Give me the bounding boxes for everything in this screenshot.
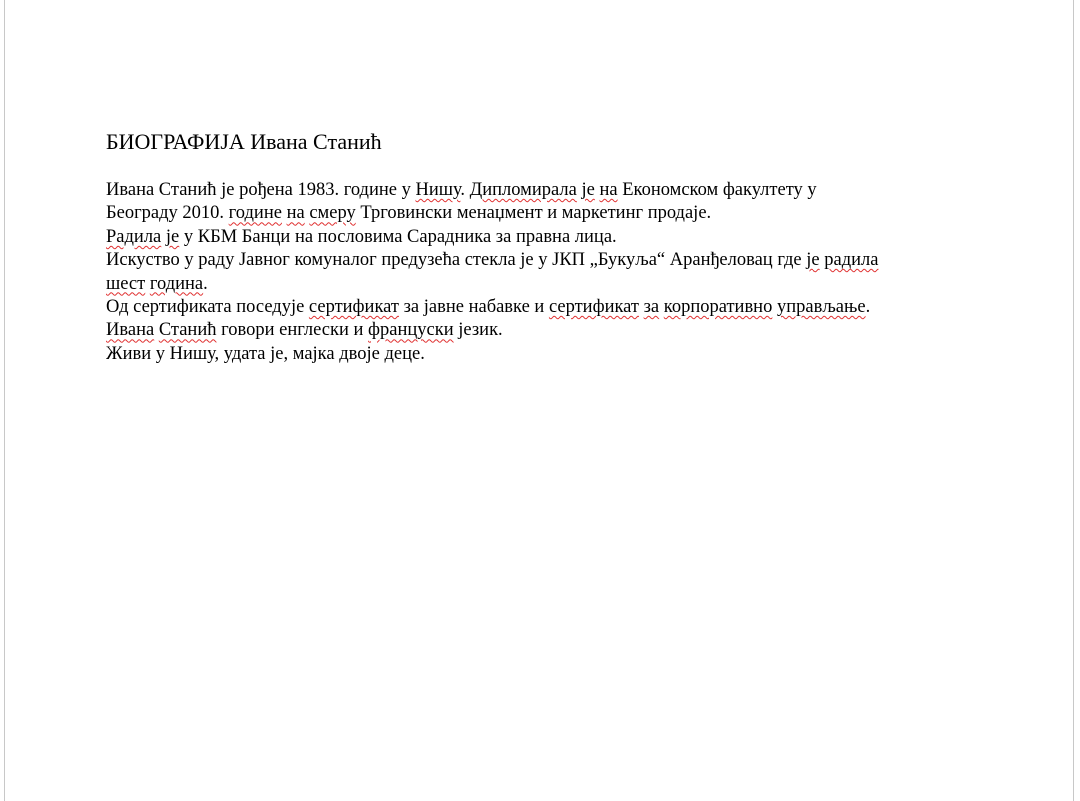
page-right-edge — [1073, 0, 1074, 801]
spellcheck-flagged-word: за — [643, 297, 660, 318]
text-segment: Од сертификата поседује — [106, 297, 309, 318]
text-segment: за јавне набавке и — [398, 297, 549, 318]
spellcheck-flagged-word: је — [581, 180, 595, 200]
text-line — [106, 202, 1006, 225]
text-segment: . — [203, 273, 208, 294]
text-line — [106, 319, 1006, 342]
text-segment: Искуство у раду Јавног комуналог предузећа стекла је у ЈКП „Букуља“ Аранђеловац где — [106, 250, 807, 271]
text-segment: Трговински менаџмент и маркетинг продаје. — [355, 203, 712, 224]
spellcheck-flagged-word: Нишу — [415, 180, 461, 200]
spellcheck-flagged-word: Дипломирала — [469, 180, 577, 200]
text-segment: Економском факултету у — [617, 180, 817, 200]
text-line — [106, 343, 1006, 366]
spellcheck-flagged-word: радила — [824, 250, 879, 271]
text-segment: Београду 2010. — [106, 203, 229, 224]
spellcheck-flagged-word: смеру — [309, 203, 356, 224]
text-segment: у КБМ Банци на пословима Сарадника за правна лица. — [179, 226, 617, 247]
spellcheck-flagged-word: године — [228, 203, 282, 224]
spellcheck-flagged-word: француски — [368, 320, 454, 341]
document-paragraph — [106, 179, 1006, 366]
text-line — [106, 273, 1006, 296]
text-segment: Ивана Станић је рођена 1983. године у — [106, 180, 416, 200]
text-segment: говори енглески и — [216, 320, 369, 341]
text-segment: језик. — [453, 320, 503, 341]
page-left-edge — [4, 0, 5, 801]
text-line — [106, 296, 1006, 319]
spellcheck-flagged-word: на — [599, 180, 618, 200]
spellcheck-flagged-word: Ивана — [106, 320, 155, 341]
spellcheck-flagged-word: је — [806, 250, 820, 271]
text-line — [106, 249, 1006, 272]
spellcheck-flagged-word: сертификат — [308, 297, 399, 318]
spellcheck-flagged-word: шест — [106, 273, 146, 294]
document-title: БИОГРАФИЈА Ивана Станић — [106, 129, 382, 154]
spellcheck-flagged-word: корпоративно — [663, 297, 773, 318]
spellcheck-flagged-word: Станић — [158, 320, 217, 341]
text-segment: . — [460, 180, 470, 200]
text-segment: Живи у Нишу, удата је, мајка двоје деце. — [106, 343, 425, 364]
text-line — [106, 179, 1006, 202]
spellcheck-flagged-word: сертификат — [548, 297, 639, 318]
spellcheck-flagged-word: Радила — [106, 226, 162, 247]
text-segment: . — [865, 297, 871, 318]
spellcheck-flagged-word: управљање — [776, 297, 866, 318]
text-line — [106, 226, 1006, 249]
spellcheck-flagged-word: на — [286, 203, 305, 224]
spellcheck-flagged-word: година — [149, 273, 204, 294]
spellcheck-flagged-word: је — [165, 226, 180, 247]
document-body[interactable] — [106, 127, 1006, 366]
